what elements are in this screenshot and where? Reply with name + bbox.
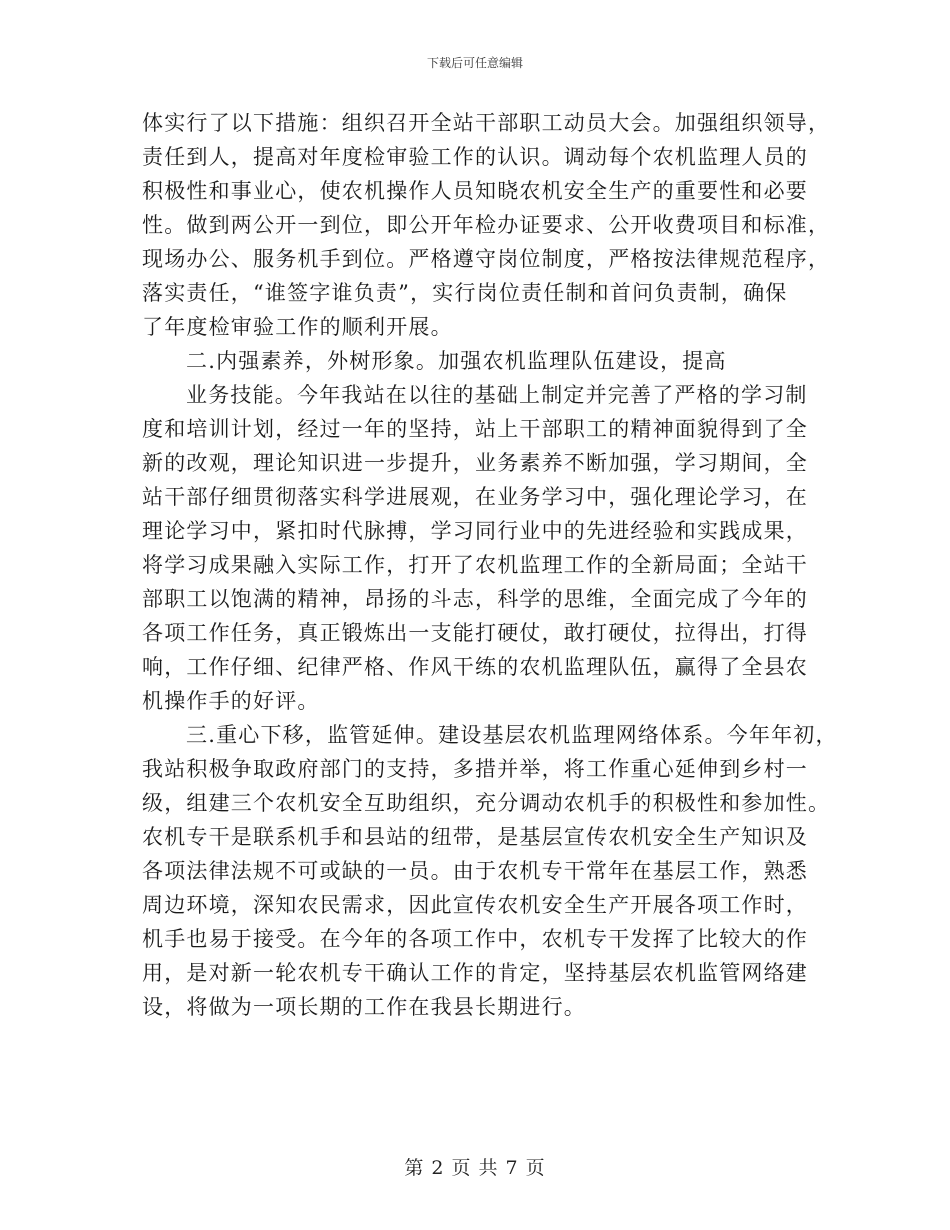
section-heading: 二.内强素养，外树形象。加强农机监理队伍建设，提高 xyxy=(186,349,727,373)
text-line: 将学习成果融入实际工作，打开了农机监理工作的全新局面；全站干 xyxy=(142,553,808,577)
text-line: 各项工作任务，真正锻炼出一支能打硬仗，敢打硬仗，拉得出，打得 xyxy=(142,621,808,645)
text-line: 责任到人，提高对年度检审验工作的认识。调动每个农机监理人员的 xyxy=(142,145,808,169)
text-line: 级，组建三个农机安全互助组织，充分调动农机手的积极性和参加性。 xyxy=(142,791,831,815)
text-line: 站干部仔细贯彻落实科学进展观，在业务学习中，强化理论学习，在 xyxy=(142,485,808,509)
text-line: 性。做到两公开一到位，即公开年检办证要求、公开收费项目和标准， xyxy=(142,213,831,237)
text-line: 度和培训计划，经过一年的坚持，站上干部职工的精神面貌得到了全 xyxy=(142,417,808,441)
text-line: 业务技能。今年我站在以往的基础上制定并完善了严格的学习制 xyxy=(186,383,808,407)
text-line: 设，将做为一项长期的工作在我县长期进行。 xyxy=(142,995,586,1019)
text-line: 新的改观，理论知识进一步提升，业务素养不断加强，学习期间，全 xyxy=(142,451,808,475)
text-line: 各项法律法规不可或缺的一员。由于农机专干常年在基层工作，熟悉 xyxy=(142,859,808,883)
text-line: 农机专干是联系机手和县站的纽带，是基层宣传农机安全生产知识及 xyxy=(142,825,808,849)
text-line: 部职工以饱满的精神，昂扬的斗志，科学的思维，全面完成了今年的 xyxy=(142,587,808,611)
section-heading: 三.重心下移，监管延伸。建设基层农机监理网络体系。今年年初， xyxy=(186,723,838,747)
text-line: 机操作手的好评。 xyxy=(142,689,320,713)
text-line: 机手也易于接受。在今年的各项工作中，农机专干发挥了比较大的作 xyxy=(142,927,808,951)
text-line: 了年度检审验工作的顺利开展。 xyxy=(142,315,453,339)
text-line: 现场办公、服务机手到位。严格遵守岗位制度，严格按法律规范程序， xyxy=(142,247,831,271)
text-line: 响，工作仔细、纪律严格、作风干练的农机监理队伍，赢得了全县农 xyxy=(142,655,808,679)
page-number: 第 2 页 共 7 页 xyxy=(404,1157,546,1179)
text-line: 体实行了以下措施：组织召开全站干部职工动员大会。加强组织领导， xyxy=(142,111,831,135)
text-line: 积极性和事业心，使农机操作人员知晓农机安全生产的重要性和必要 xyxy=(142,179,808,203)
text-line: 用，是对新一轮农机专干确认工作的肯定，坚持基层农机监管网络建 xyxy=(142,961,808,985)
text-line: 理论学习中，紧扣时代脉搏，学习同行业中的先进经验和实践成果， xyxy=(142,519,808,543)
text-line: 我站积极争取政府部门的支持，多措并举，将工作重心延伸到乡村一 xyxy=(142,757,808,781)
page-header: 下载后可任意编辑 xyxy=(426,56,523,70)
text-line: 周边环境，深知农民需求，因此宣传农机安全生产开展各项工作时， xyxy=(142,893,808,917)
text-line: 落实责任，“谁签字谁负责”，实行岗位责任制和首问负责制，确保 xyxy=(142,281,788,305)
